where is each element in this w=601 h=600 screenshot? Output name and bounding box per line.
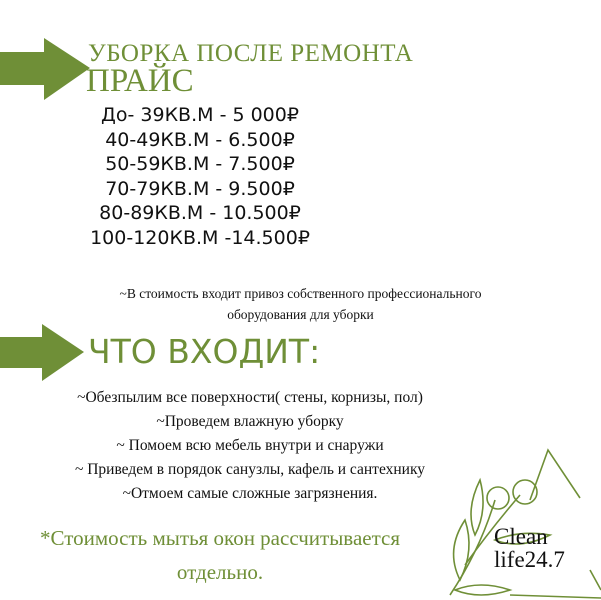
price-note [0, 283, 601, 325]
logo-line: Clean [494, 524, 548, 549]
windows-note [0, 521, 440, 589]
price-item: 80-89КВ.М - 10.500₽ [99, 202, 301, 224]
included-item: ~Проведем влажную уборку [156, 413, 344, 430]
included-item: ~Отмоем самые сложные загрязнения. [122, 485, 378, 502]
brand-logo [494, 525, 565, 571]
price-heading: ПРАЙС [86, 63, 194, 99]
included-title: ЧТО ВХОДИТ: [88, 332, 321, 371]
price-item: До- 39КВ.М - 5 000₽ [101, 104, 299, 126]
included-item: ~ Приведем в порядок санузлы, кафель и сантехнику [74, 461, 426, 478]
floral-logo-icon [420, 440, 601, 600]
arrow-right-icon [0, 324, 86, 384]
windows-note-line: *Стоимость мытья окон рассчитывается [39, 526, 400, 550]
price-item: 100-120КВ.М -14.500₽ [90, 226, 310, 249]
price-item: 50-59КВ.М - 7.500₽ [105, 153, 295, 175]
logo-line: life24.7 [494, 547, 565, 572]
price-list [0, 103, 400, 250]
included-item: ~Обезпылим все поверхности( стены, корнизы, пол) [77, 389, 423, 406]
arrow-right-icon [0, 38, 92, 102]
windows-note-line: отдельно. [176, 560, 264, 584]
note-line: ~В стоимость входит привоз собственного профессионального [119, 286, 482, 301]
price-item: 70-79КВ.М - 9.500₽ [105, 177, 295, 200]
price-item: 40-49КВ.М - 6.500₽ [105, 128, 295, 151]
service-title: УБОРКА ПОСЛЕ РЕМОНТА [88, 40, 414, 67]
included-item: ~ Помоем всю мебель внутри и снаружи [116, 437, 384, 454]
note-line: оборудования для уборки [227, 307, 374, 322]
